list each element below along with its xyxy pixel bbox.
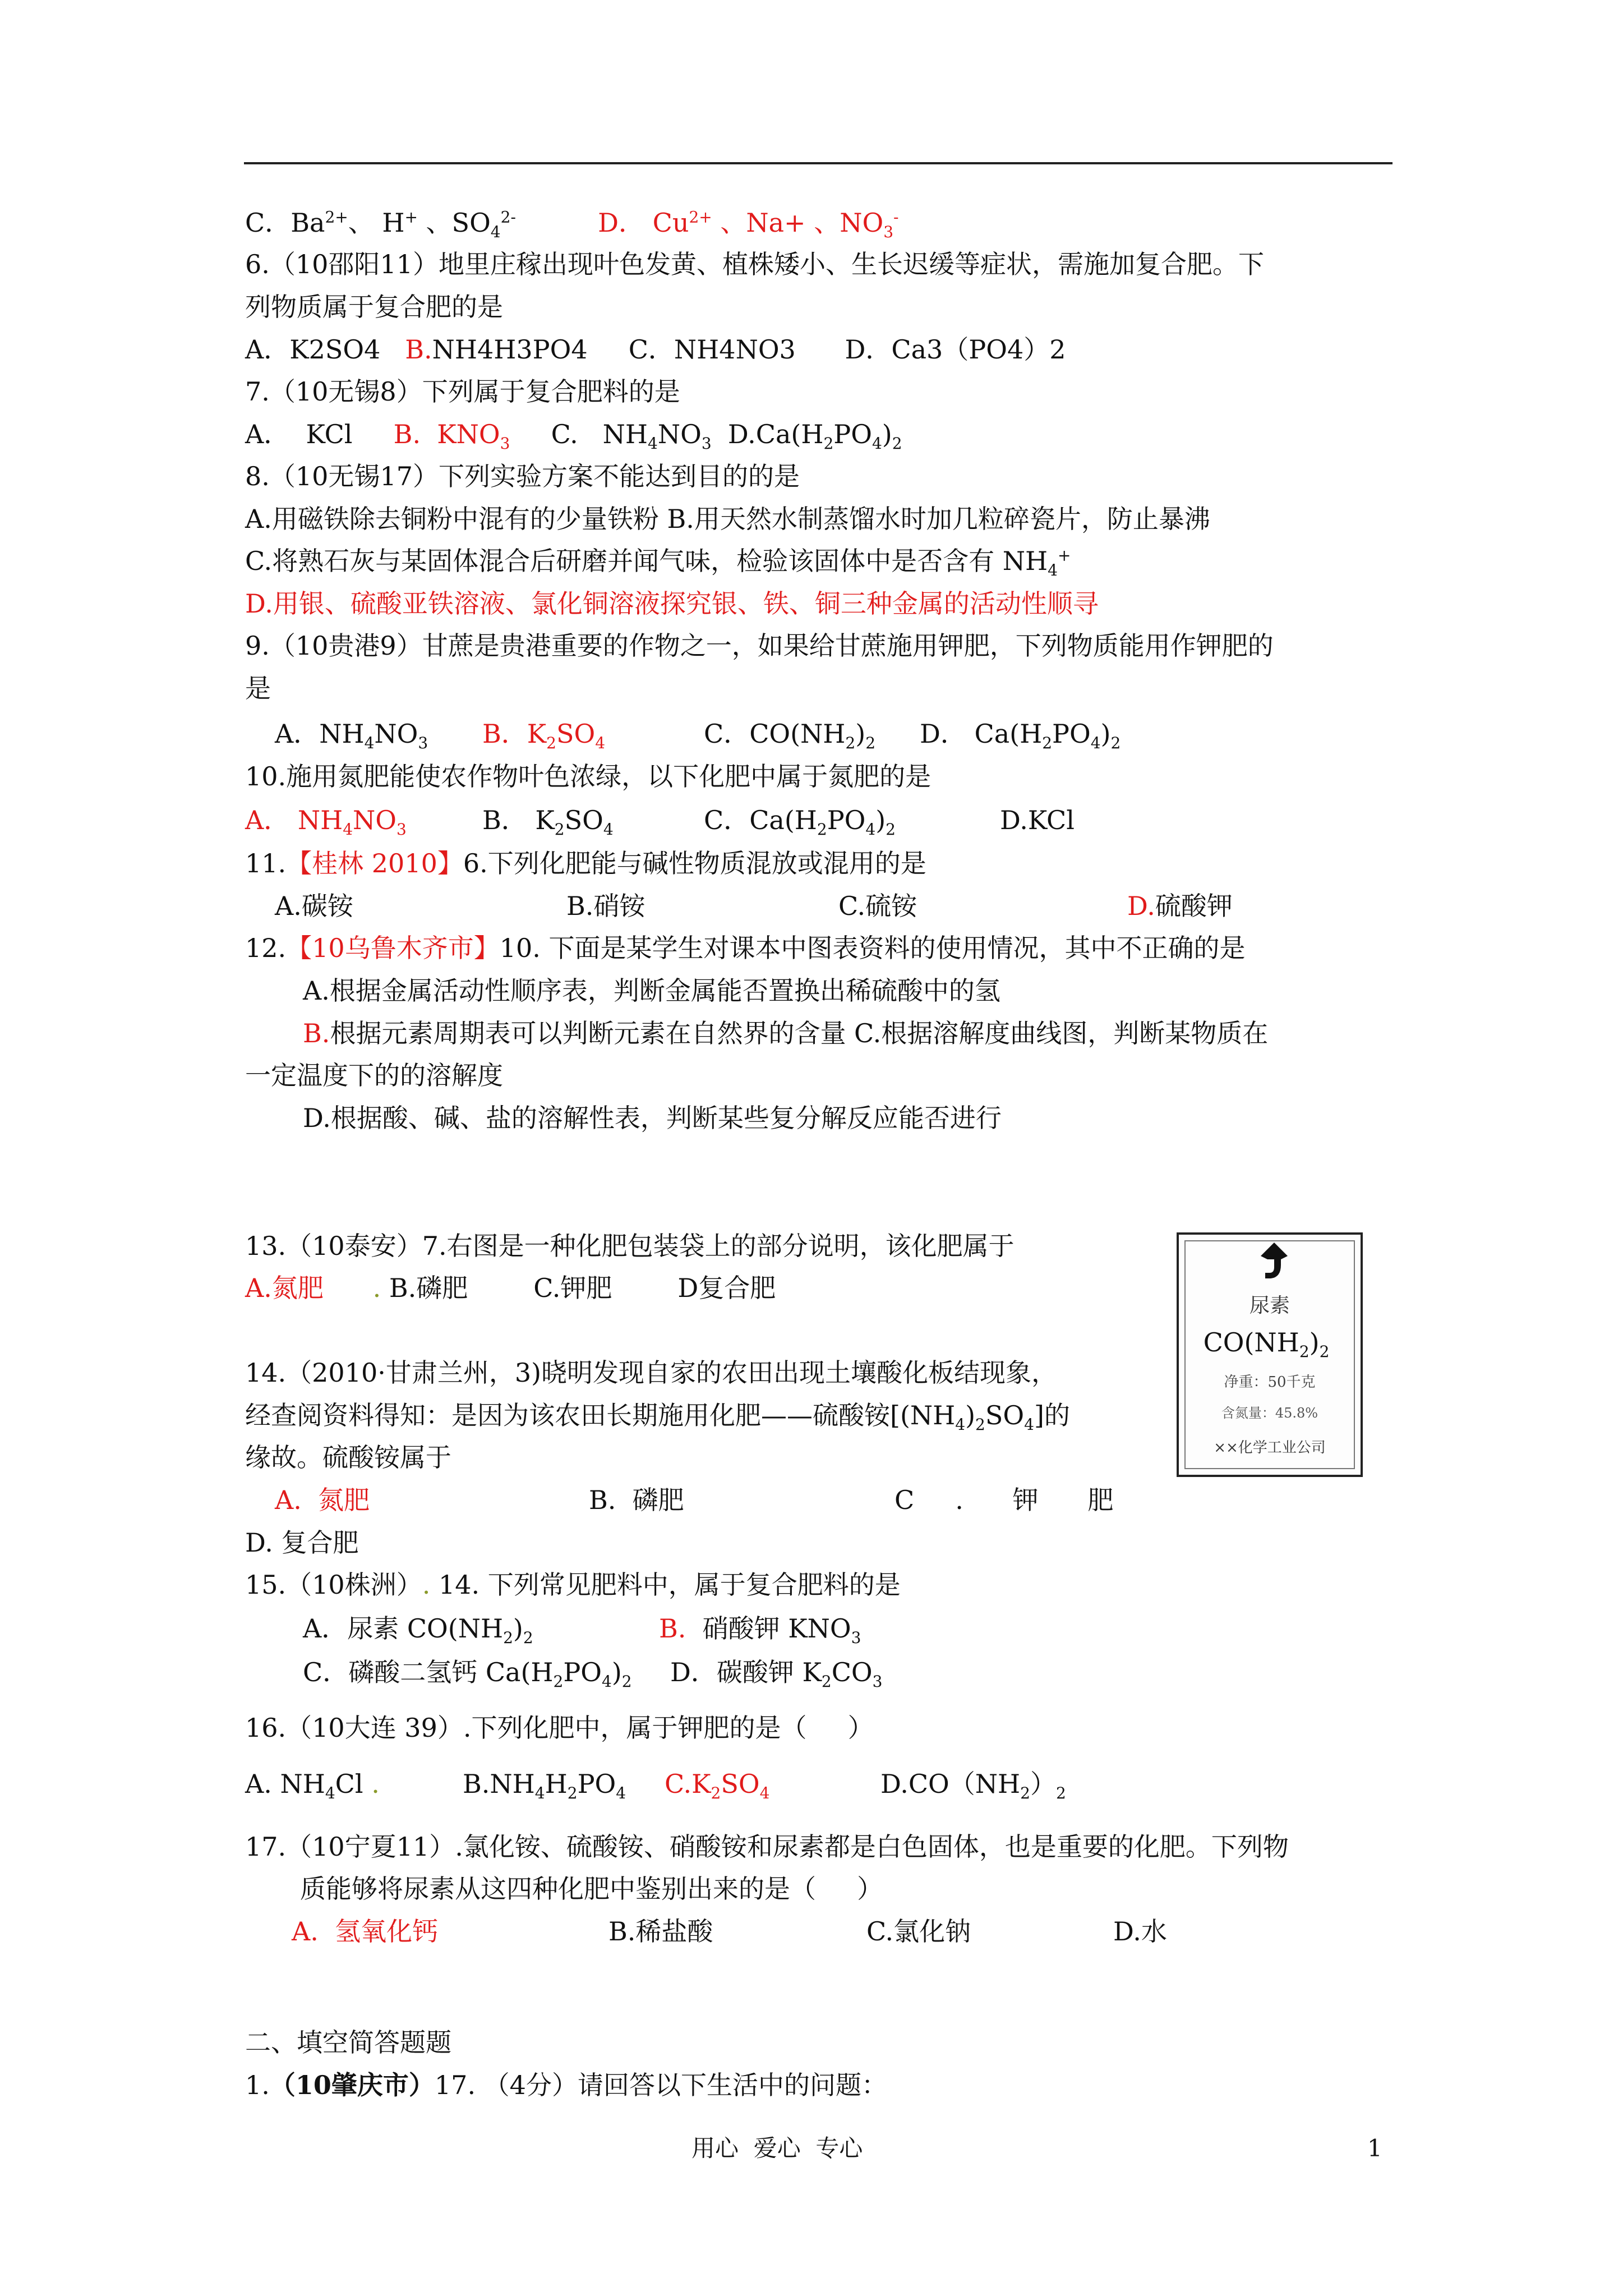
question-17-text: 17.（10宁夏11）.氯化铵、硫酸铵、硝酸铵和尿素都是白色固体，也是重要的化肥。下列物	[245, 1832, 1289, 1862]
label-formula: $CO(NH_2)_2$	[1203, 1327, 1330, 1361]
question-11-option-d: D.硫酸钾	[1127, 891, 1233, 921]
question-12-option-d: D.根据酸、碱、盐的溶解性表，判断某些复分解反应能否进行	[303, 1103, 1002, 1133]
question-8-option-c: C.将熟石灰与某固体混合后研磨并闻气味，检验该固体中是否含有 $NH_4^+$	[245, 546, 1071, 580]
question-13-text: 13.（10泰安）7.右图是一种化肥包装袋上的部分说明，该化肥属于	[245, 1231, 1015, 1261]
section-2-heading: 二、填空简答题题	[245, 2027, 451, 2058]
label-graphic	[1177, 1232, 1363, 1477]
question-16-text: 16.（10大连 39）.下列化肥中，属于钾肥的是（ ）	[245, 1713, 874, 1743]
question-16-option-a: A. $NH_4Cl$ .	[245, 1769, 380, 1803]
question-7-text: 7.（10无锡8）下列属于复合肥料的是	[245, 376, 680, 407]
question-11-option-b: B.硝铵	[566, 891, 645, 921]
question-17-option-b: B.稀盐酸	[608, 1916, 713, 1947]
question-14-text: 14.（2010·甘肃兰州，3)晓明发现自家的农田出现土壤酸化板结现象，	[245, 1358, 1058, 1388]
section-2-question-1: 1.（10肇庆市）17. （4分）请回答以下生活中的问题：	[245, 2070, 887, 2100]
question-11-option-c: C.硫铵	[838, 891, 917, 921]
question-9-option-d: D． $Ca(H_2PO_4)_2$	[920, 719, 1121, 753]
question-6-text-cont: 列物质属于复合肥的是	[245, 292, 503, 322]
page-number: 1	[1367, 2134, 1382, 2162]
question-8-text: 8.（10无锡17）下列实验方案不能达到目的的是	[245, 461, 800, 491]
footer-motto: 用心 爱心 专心	[691, 2134, 863, 2162]
question-17-option-a: A. 氢氧化钙	[292, 1916, 439, 1947]
question-17-text-cont: 质能够将尿素从这四种化肥中鉴别出来的是（ ）	[300, 1874, 883, 1904]
question-8-option-a-b: A.用磁铁除去铜粉中混有的少量铁粉 B.用天然水制蒸馏水时加几粒碎瓷片，防止暴沸	[245, 504, 1210, 534]
question-10-option-d: D.KCl	[1000, 805, 1075, 835]
question-11-text: 11.【桂林 2010】6.下列化肥能与碱性物质混放或混用的是	[245, 848, 926, 878]
question-9-option-c: C．$CO(NH_2)_2$	[704, 719, 876, 753]
question-14-text-cont2: 缘故。硫酸铵属于	[245, 1442, 451, 1473]
question-16-option-c: $C.K_2SO_4$	[665, 1769, 770, 1803]
question-17-option-c: C.氯化钠	[866, 1916, 971, 1947]
question-15-option-c: C．磷酸二氢钙 $Ca(H_2PO_4)_2$	[303, 1657, 632, 1691]
question-15-option-a: A．尿素 $CO(NH_2)_2$	[303, 1613, 533, 1648]
question-9-option-a: A．$NH_4NO_3$	[275, 719, 428, 753]
question-12-option-a: A.根据金属活动性顺序表，判断金属能否置换出稀硫酸中的氢	[303, 976, 1000, 1006]
option-line-c-d: C．$Ba^{2+}$、 H+ 、$SO_4^{2-}$ D． $Cu^{2+}$ 、Na+ 、$NO_3^-$	[245, 208, 899, 242]
question-12-option-b-c: B.根据元素周期表可以判断元素在自然界的含量 C.根据溶解度曲线图，判断某物质在	[303, 1018, 1269, 1048]
question-9-text-cont: 是	[245, 673, 271, 703]
question-10-option-c: C．$Ca(H_2PO_4)_2$	[704, 805, 896, 839]
question-12-option-c-cont: 一定温度下的的溶解度	[245, 1060, 503, 1091]
question-7-options: A． KCl B. $KNO_3$ C. $NH_4NO_3$ $D.Ca(H_2PO_4)_2$	[245, 419, 902, 453]
label-company: ××化学工业公司	[1214, 1439, 1326, 1456]
question-10-option-b: B． $K_2SO_4$	[482, 805, 614, 839]
question-6-text: 6.（10邵阳11）地里庄稼出现叶色发黄、植株矮小、生长迟缓等症状，需施加复合肥。下	[245, 249, 1264, 279]
question-15-text: 15.（10株洲）. 14. 下列常见肥料中，属于复合肥料的是	[245, 1570, 901, 1600]
header-rule	[244, 162, 1393, 164]
question-16-option-d: $D.CO(NH_2)_2$	[880, 1769, 1066, 1803]
question-10-text: 10.施用氮肥能使农作物叶色浓绿，以下化肥中属于氮肥的是	[245, 761, 932, 792]
question-14-option-b: B. 磷肥	[589, 1485, 684, 1515]
question-11-option-a: A.碳铵	[275, 891, 353, 921]
question-16-option-b: $B.NH_4H_2PO_4$	[463, 1769, 626, 1803]
label-net-weight: 净重：50千克	[1224, 1374, 1316, 1391]
question-10-option-a: A． $NH_4NO_3$	[245, 805, 407, 839]
question-8-option-d: D.用银、硫酸亚铁溶液、氯化铜溶液探究银、铁、铜三种金属的活动性顺寻	[245, 588, 1099, 619]
label-product-name: 尿素	[1249, 1294, 1290, 1317]
question-15-option-d: D．碳酸钾 $K_2CO_3$	[670, 1657, 883, 1691]
question-14-text-cont: 经查阅资料得知：是因为该农田长期施用化肥——硫酸铵$[(NH_4)_2SO_4]$的	[245, 1400, 1070, 1434]
question-9-option-b: B．$K_2SO_4$	[482, 719, 606, 753]
question-15-option-b: B. 硝酸钾 $KNO_3$	[659, 1613, 861, 1648]
question-14-option-d: D. 复合肥	[245, 1527, 359, 1558]
question-17-option-d: D.水	[1113, 1916, 1167, 1947]
question-6-options: A．K2SO4 B.NH4H3PO4 C．NH4NO3 D．Ca3（PO4）2	[245, 334, 1066, 365]
label-nitrogen-content: 含氮量：45.8%	[1221, 1405, 1318, 1421]
question-14-option-c: C . 钾 肥	[895, 1485, 1114, 1515]
question-9-text: 9.（10贵港9）甘蔗是贵港重要的作物之一，如果给甘蔗施用钾肥，下列物质能用作钾肥的	[245, 631, 1274, 661]
fertilizer-logo-icon	[1261, 1243, 1288, 1278]
fertilizer-label-image	[1177, 1232, 1363, 1477]
question-13-options: A.氮肥 . B.磷肥 C.钾肥 D复合肥	[245, 1273, 776, 1303]
question-12-text: 12.【10乌鲁木齐市】10. 下面是某学生对课本中图表资料的使用情况，其中不正确的是	[245, 933, 1246, 963]
question-14-option-a: A. 氮肥	[275, 1485, 370, 1515]
